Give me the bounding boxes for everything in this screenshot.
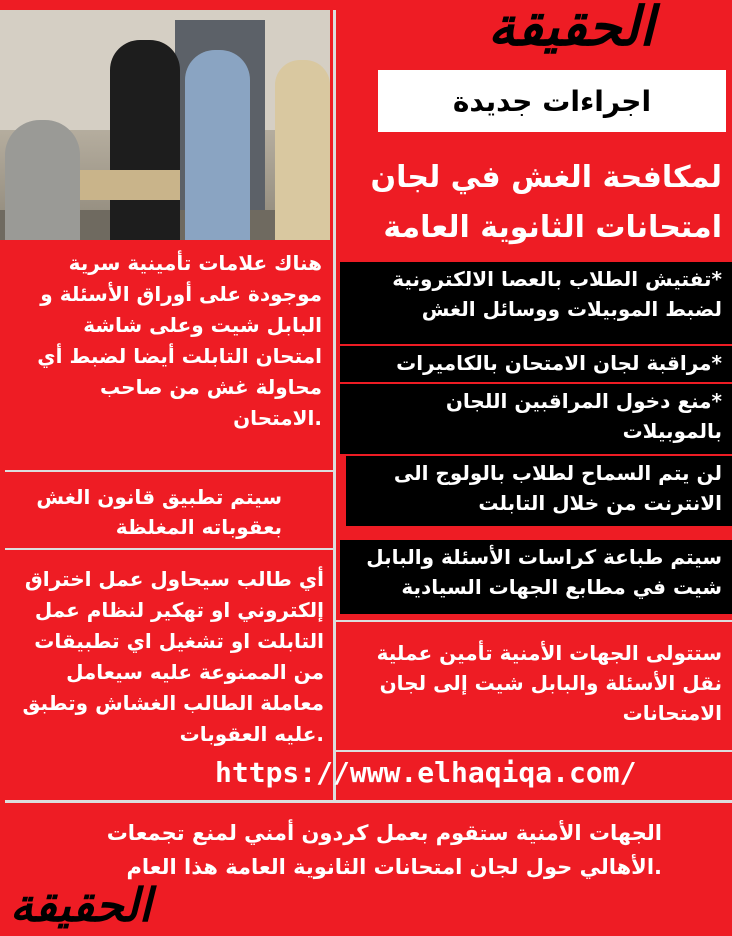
- text-line: إلكتروني او تهكير لنظام عمل: [34, 598, 324, 622]
- text-line: *مراقبة لجان الامتحان بالكاميرات: [396, 351, 722, 375]
- text-line: نقل الأسئلة والبابل شيت إلى لجان: [379, 671, 722, 695]
- photo-person: [275, 60, 330, 240]
- left-item-2: [36, 482, 282, 542]
- text-line: من الممنوعة عليه سيعامل: [66, 660, 324, 684]
- right-item-3: [340, 384, 732, 454]
- right-item-2: [340, 346, 732, 382]
- title-line-1: لمكافحة الغش في لجان: [370, 160, 722, 195]
- text-line: البابل شيت وعلى شاشة: [83, 313, 322, 337]
- news-photo: [0, 10, 330, 240]
- text-line: سيتم تطبيق قانون الغش: [36, 485, 282, 509]
- right-item-1: [340, 262, 732, 344]
- photo-person: [110, 40, 180, 240]
- text-line: معاملة الطالب الغشاش وتطبق: [22, 691, 324, 715]
- text-line: *تفتيش الطلاب بالعصا الالكترونية: [392, 267, 722, 291]
- text-line: شيت في مطابع الجهات السيادية: [401, 575, 722, 599]
- text-line: أي طالب سيحاول عمل اختراق: [24, 567, 324, 591]
- text-line: موجودة على أوراق الأسئلة و: [40, 282, 322, 306]
- text-line: .الامتحان: [233, 406, 322, 430]
- text-line: .عليه العقوبات: [179, 722, 324, 746]
- site-url[interactable]: https://www.elhaqiqa.com/: [215, 756, 637, 789]
- left-divider: [5, 470, 333, 472]
- text-line: سيتم طباعة كراسات الأسئلة والبابل: [366, 545, 722, 569]
- text-line: محاولة غش من صاحب: [99, 375, 322, 399]
- text-line: بعقوباته المغلظة: [115, 515, 282, 539]
- header-box: [378, 70, 726, 132]
- right-item-6: [377, 638, 722, 728]
- text-line: امتحان التابلت أيضا لضبط أي: [37, 344, 322, 368]
- text-line: هناك علامات تأمينية سرية: [68, 251, 322, 275]
- right-item-4: [346, 456, 732, 526]
- text-line: بالموبيلات: [622, 419, 722, 443]
- text-line: لضبط الموبيلات ووسائل الغش: [421, 297, 722, 321]
- left-divider: [5, 548, 333, 550]
- logo-top: الحقيقة: [488, 0, 655, 58]
- left-item-3: [22, 564, 324, 750]
- photo-student: [5, 120, 80, 240]
- text-line: الانترنت من خلال التابلت: [478, 491, 722, 515]
- header-title: اجراءات جديدة: [452, 84, 652, 118]
- photo-person: [185, 50, 250, 240]
- text-line: .الأهالي حول لجان امتحانات الثانوية العامة هذا العام: [126, 855, 662, 879]
- text-line: ستتولى الجهات الأمنية تأمين عملية: [376, 641, 722, 665]
- right-item-5: [340, 540, 732, 614]
- bottom-text: [107, 816, 662, 884]
- text-line: *منع دخول المراقبين اللجان: [445, 389, 722, 413]
- title-line-2: امتحانات الثانوية العامة: [383, 210, 722, 245]
- vertical-divider: [333, 10, 336, 800]
- text-line: الجهات الأمنية ستقوم بعمل كردون أمني لمنع تجمعات: [106, 821, 662, 845]
- logo-bottom: الحقيقة: [10, 878, 152, 932]
- horizontal-divider: [5, 800, 732, 803]
- right-divider: [336, 620, 732, 622]
- text-line: التابلت او تشغيل اي تطبيقات: [34, 629, 324, 653]
- text-line: الامتحانات: [622, 701, 722, 725]
- right-divider: [336, 750, 732, 752]
- text-line: لن يتم السماح لطلاب بالولوج الى: [393, 461, 722, 485]
- left-item-1: [37, 248, 322, 434]
